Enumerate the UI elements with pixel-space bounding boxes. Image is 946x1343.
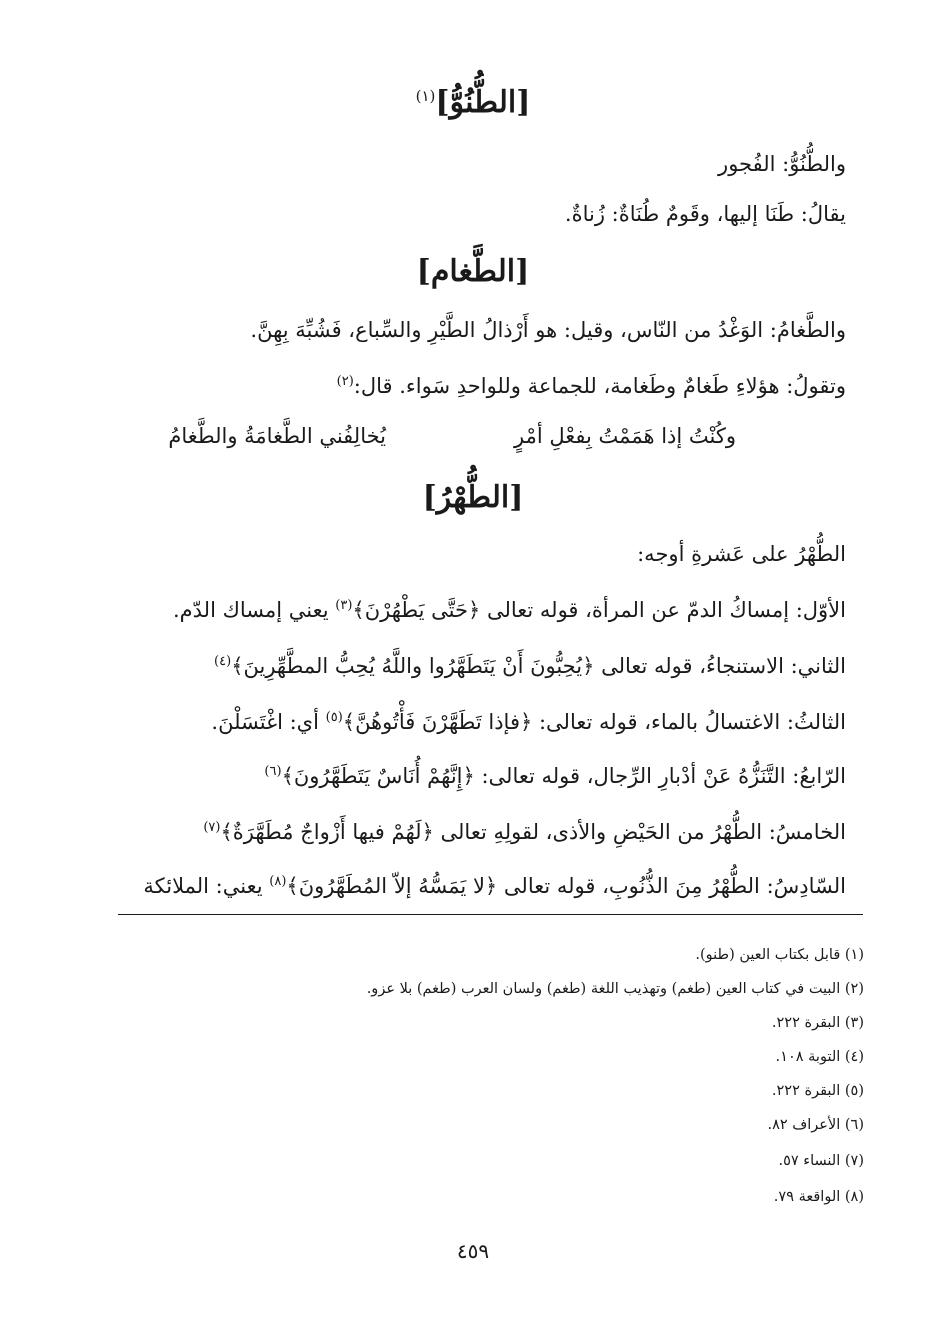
footnote-ref: (٢) [336, 374, 354, 389]
definition-line: والطُّنُوُّ: الفُجور [718, 152, 846, 176]
meaning-text: الثاني: الاستنجاءُ، قوله تعالى ﴿يُحِبُّونَ أَنْ يَتَطَهَّرُوا واللَّهُ يُحِبُّ المطَّهِّرِينَ﴾ [231, 654, 846, 678]
meaning-text: الأوّل: إمساكُ الدمّ عن المرأة، قوله تعالى ﴿حَتَّى يَطْهُرْنَ﴾ [352, 598, 846, 622]
footnote-ref: (٤) [214, 654, 232, 669]
meaning-item [118, 590, 846, 626]
meaning-text: الخامسُ: الطُّهْرُ من الحَيْضِ والأذى، لقولِهِ تعالى ﴿لَهُمْ فيها أَزْواجٌ مُطَهَّرَةٌ﴾ [220, 820, 846, 844]
meaning-text-tail: يعني إمساك الدّم. [172, 598, 336, 622]
entry-heading-tuhr [0, 478, 946, 518]
definition-line [118, 366, 846, 402]
footnote: (٢) البيت في كتاب العين (طغم) وتهذيب اللغة (طغم) ولسان العرب (طغم) بلا عزو. [366, 981, 864, 997]
footnote: (٧) النساء ٥٧. [778, 1153, 864, 1169]
meaning-item [118, 646, 846, 682]
entry-heading-text: [الطُّنُوُّ] [435, 85, 531, 120]
meaning-item [118, 866, 846, 902]
footnote: (٥) البقرة ٢٢٢. [771, 1083, 864, 1099]
meaning-text: الرّابعُ: التَّنَزُّهُ عَنْ أدْبارِ الرِّجال، قوله تعالى: ﴿إِنَّهُمْ أُنَاسٌ يَتَطَهَّرُونَ﴾ [281, 764, 846, 788]
entry-heading-text: [الطُّهْرُ] [422, 480, 524, 515]
entry-heading-tagham [0, 252, 946, 292]
meaning-item [118, 702, 846, 738]
footnote-ref: (٥) [325, 710, 343, 725]
footnote-ref: (٧) [203, 820, 221, 835]
footnote-ref: (٣) [335, 598, 353, 613]
meaning-text: السّادِسُ: الطُّهْرُ مِنَ الذُّنُوبِ، قوله تعالى ﴿لا يَمَسُّهُ إلاّ المُطَهَّرُونَ﴾ [286, 874, 846, 898]
footnote-ref: (١) [415, 87, 436, 105]
footnote: (٤) التوبة ١٠٨. [775, 1049, 864, 1065]
page-number: ٤٥٩ [456, 1239, 490, 1263]
entry-heading-tunuw [0, 76, 946, 123]
meaning-text-tail: أي: اغْتَسَلْنَ. [211, 710, 326, 734]
footnote: (٦) الأعراف ٨٢. [767, 1117, 864, 1133]
footnote-separator [118, 914, 863, 915]
intro-line: الطُّهْرُ على عَشرةِ أوجه: [637, 542, 846, 566]
definition-line: يقالُ: طَنَا إليها، وقَومٌ طُنَاةٌ: زُناةٌ. [564, 202, 846, 226]
meaning-text-tail: يعني: الملائكة [143, 874, 270, 898]
footnote-ref: (٦) [264, 764, 282, 779]
meaning-item [118, 756, 846, 792]
footnote: (١) قابل بكتاب العين (طنو). [695, 947, 864, 963]
footnote: (٨) الواقعة ٧٩. [773, 1189, 864, 1205]
footnote-ref: (٨) [269, 874, 287, 889]
entry-heading-text: [الطَّغام] [416, 254, 530, 289]
definition-text: وتقولُ: هؤلاءِ طَغامٌ وطَغامة، للجماعة وللواحدِ سَواء. قال: [353, 374, 846, 398]
meaning-item [118, 812, 846, 848]
definition-line: والطَّغامُ: الوَغْدُ من النّاس، وقيل: هو أَرْذالُ الطَّيْرِ والسِّباع، فَشُبِّهَ بِهِنَّ. [250, 318, 846, 342]
meaning-text: الثالثُ: الاغتسالُ بالماء، قوله تعالى: ﴿فإذا تَطَهَّرْنَ فَأْتُوهُنَّ﴾ [342, 710, 846, 734]
footnote: (٣) البقرة ٢٢٢. [771, 1015, 864, 1031]
verse-second-hemistich: يُخالِفُني الطَّغامَةُ والطَّغامُ [168, 424, 386, 448]
verse-first-hemistich: وكُنْتُ إذا هَمَمْتُ بِفعْلِ أمْرٍ [514, 424, 736, 448]
